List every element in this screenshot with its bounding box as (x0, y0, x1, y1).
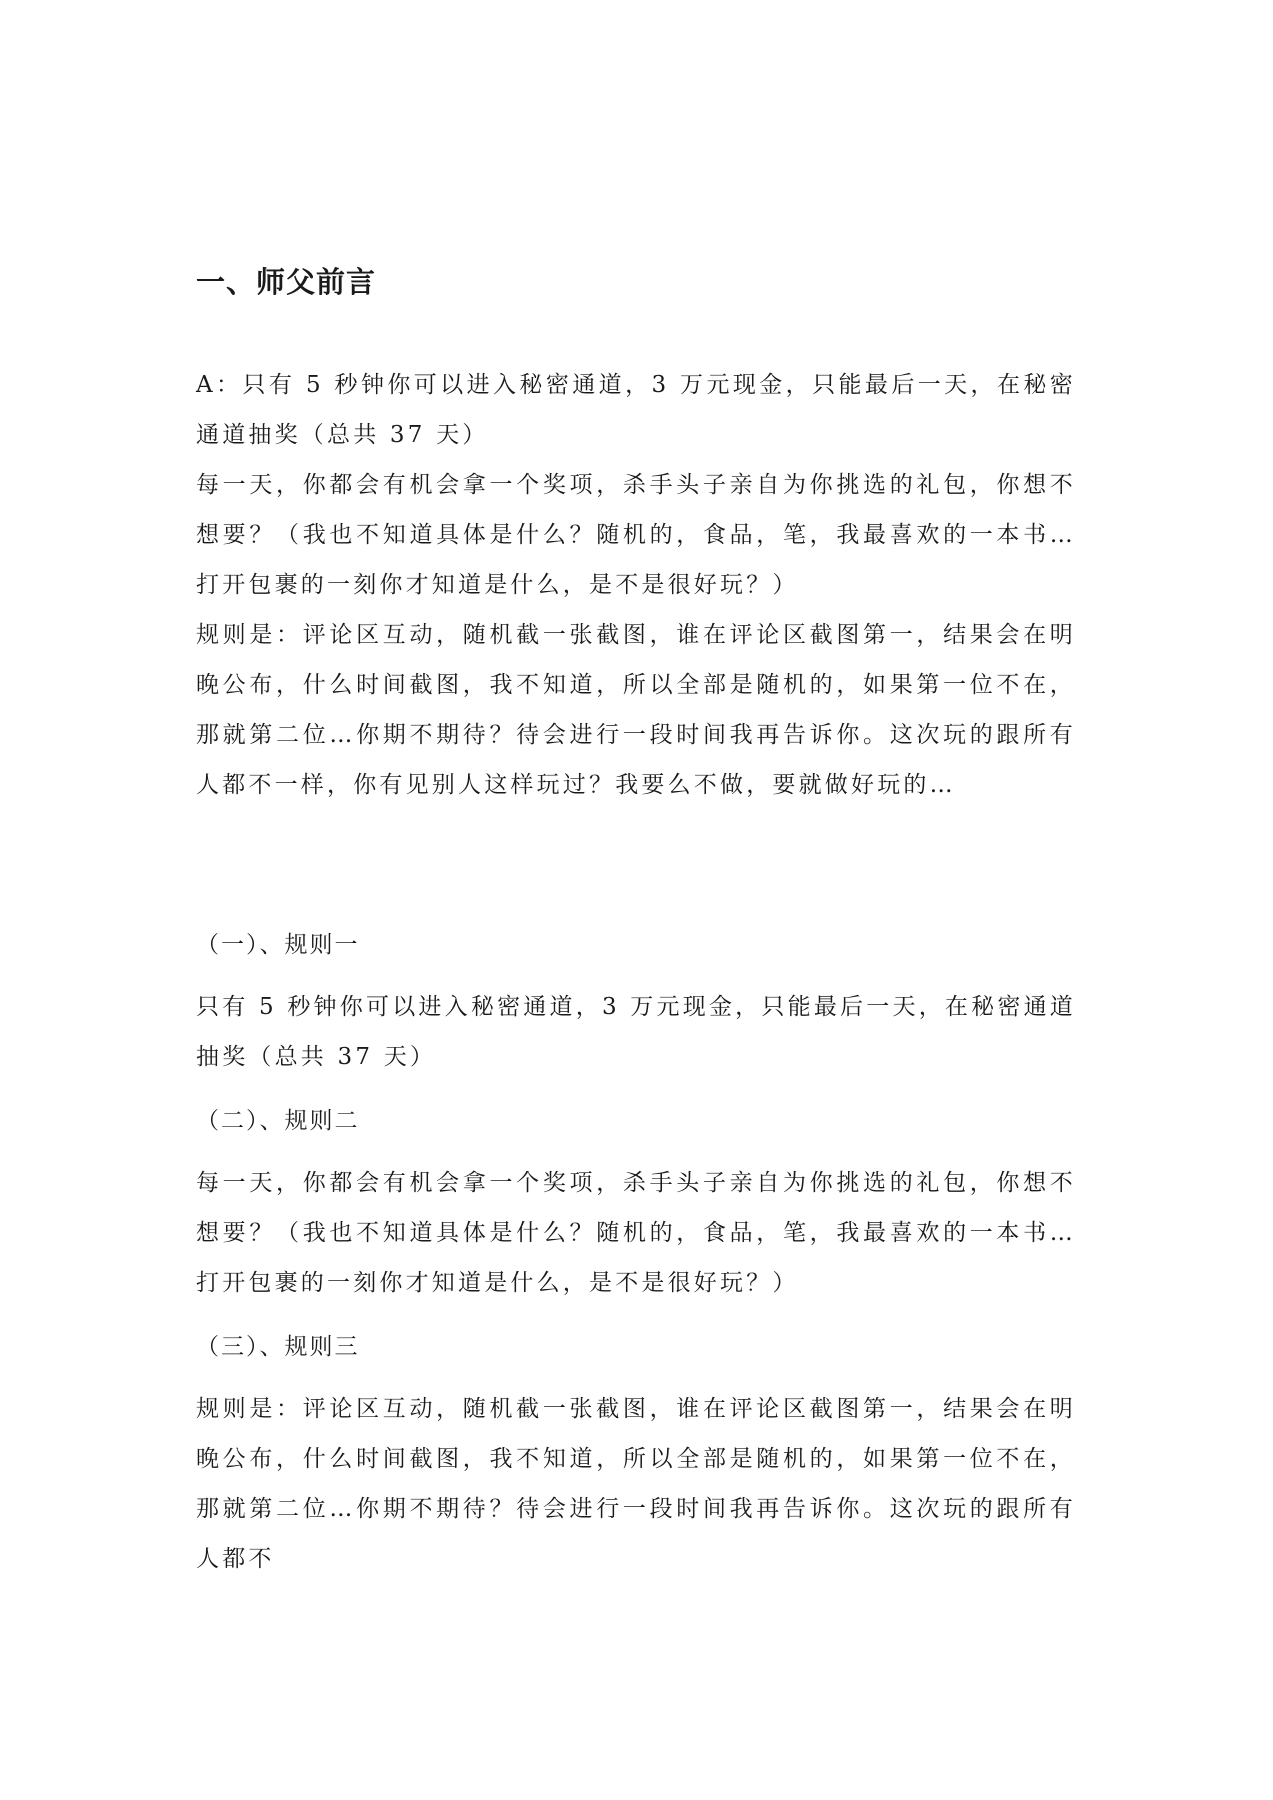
rule-heading-2: （二）、规则二 (196, 1108, 360, 1134)
rule-block-1 (196, 920, 1076, 1082)
rule-text-2: 每一天，你都会有机会拿一个奖项，杀手头子亲自为你挑选的礼包，你想不想要？（我也不知道具体是什么？随机的，食品，笔，我最喜欢的一本书…打开包裹的一刻你才知道是什么，是不是很好玩？） (196, 1170, 1076, 1296)
intro-paragraph-2: 每一天，你都会有机会拿一个奖项，杀手头子亲自为你挑选的礼包，你想不想要？（我也不知道具体是什么？随机的，食品，笔，我最喜欢的一本书…打开包裹的一刻你才知道是什么，是不是很好玩？） (196, 472, 1076, 598)
rule-block-3 (196, 1322, 1076, 1584)
rule-text-1: 只有 5 秒钟你可以进入秘密通道，3 万元现金，只能最后一天，在秘密通道抽奖（总共 37 天） (196, 994, 1076, 1070)
section-spacer (196, 810, 1076, 920)
rule-heading-1: （一）、规则一 (196, 932, 360, 958)
intro-paragraph-3: 规则是：评论区互动，随机截一张截图，谁在评论区截图第一，结果会在明晚公布，什么时间截图，我不知道，所以全部是随机的，如果第一位不在，那就第二位…你期不期待？待会进行一段时间我再告诉你。这次玩的跟所有人都不一样，你有见别人这样玩过？我要么不做，要就做好玩的… (196, 622, 1076, 798)
document-body (196, 262, 1076, 1598)
rule-heading-3: （三）、规则三 (196, 1334, 360, 1360)
rule-text-3: 规则是：评论区互动，随机截一张截图，谁在评论区截图第一，结果会在明晚公布，什么时间截图，我不知道，所以全部是随机的，如果第一位不在，那就第二位…你期不期待？待会进行一段时间我再告诉你。这次玩的跟所有人都不 (196, 1396, 1076, 1572)
intro-paragraph-1: A：只有 5 秒钟你可以进入秘密通道，3 万元现金，只能最后一天，在秘密通道抽奖（总共 37 天） (196, 372, 1076, 448)
intro-block (196, 360, 1076, 810)
section-title: 一、师父前言 (196, 265, 377, 299)
rule-block-2 (196, 1096, 1076, 1308)
